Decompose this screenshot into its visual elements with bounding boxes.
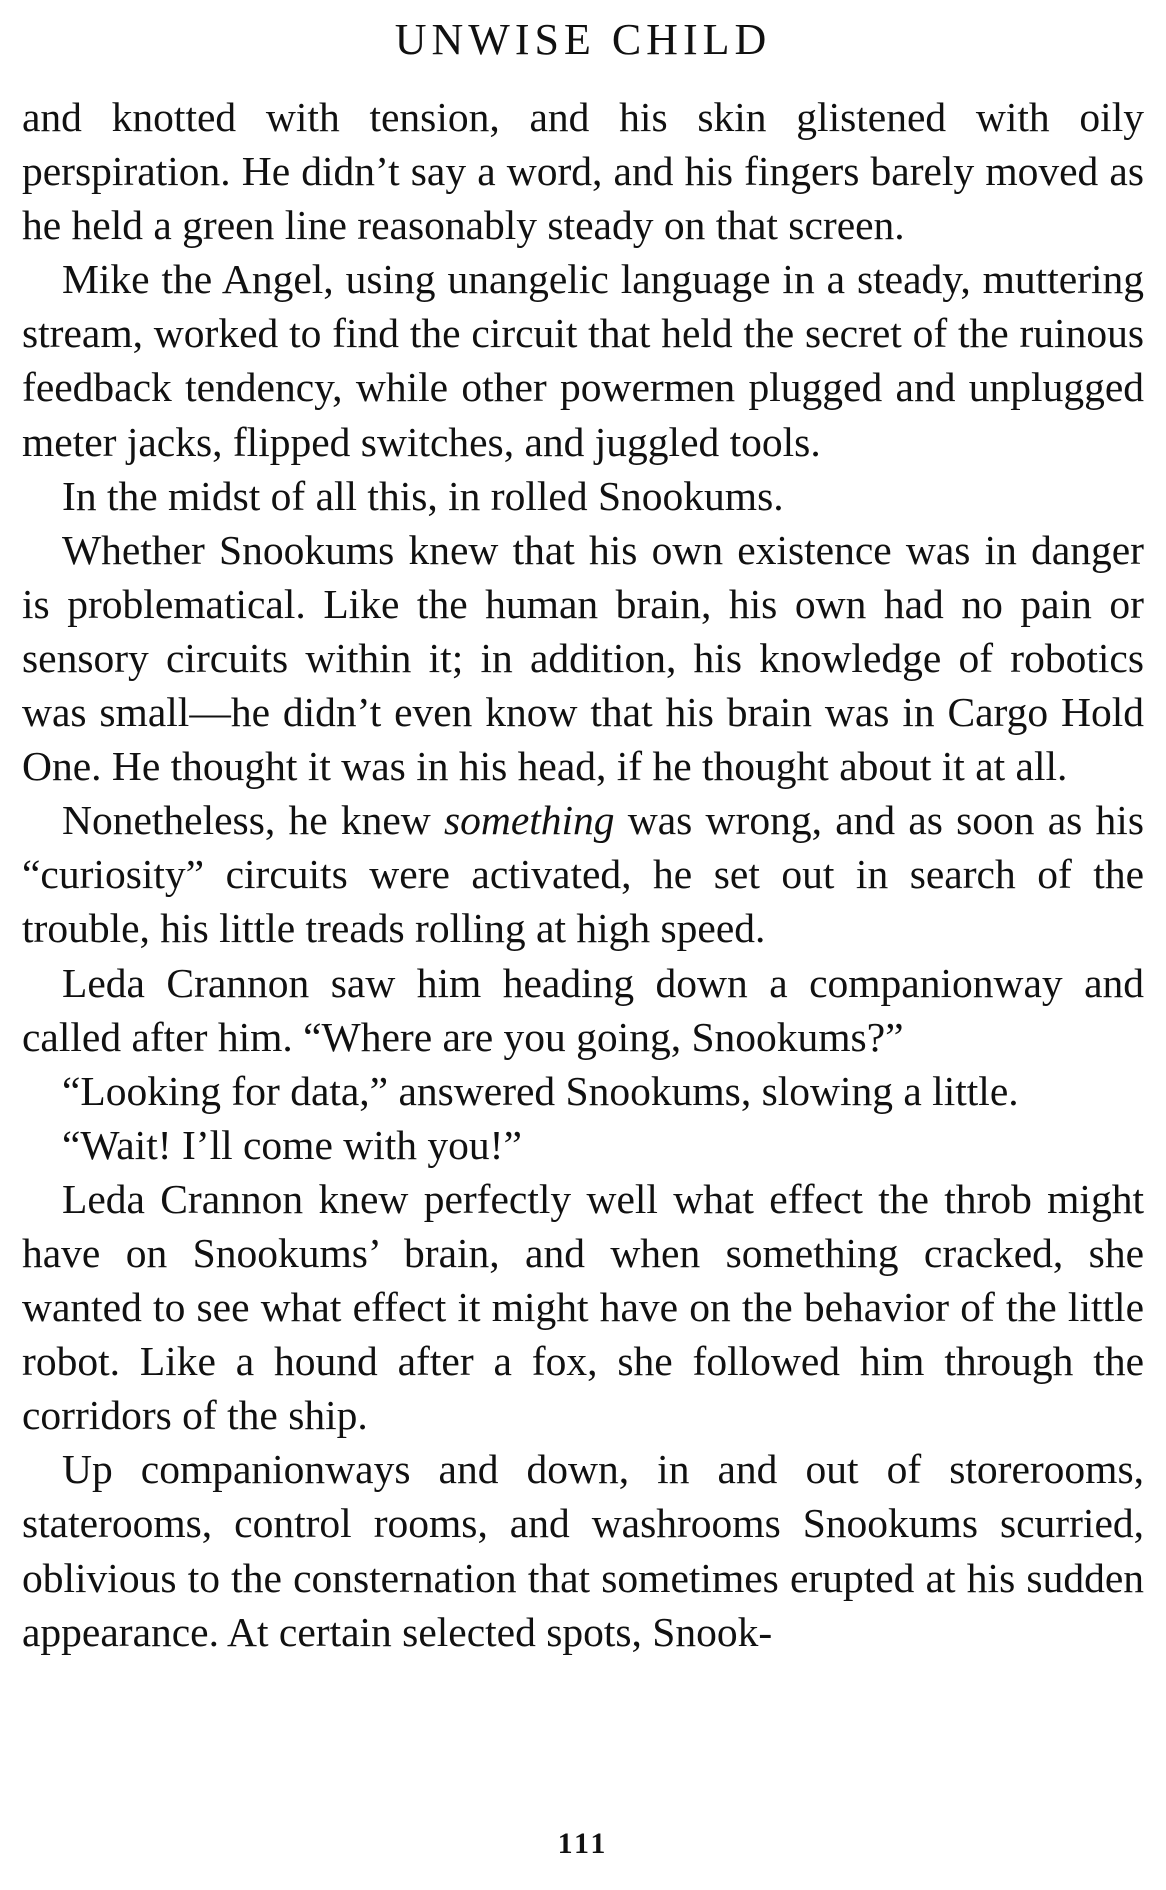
paragraph: and knotted with tension, and his skin glistened with oily perspiration. He didn’t say a word, and his fingers barely moved as he held a green line reasonably steady on that screen. [22, 94, 1144, 249]
paragraph-text: was wrong, and as soon as his “curiosity” circuits were activated, he set out in search of the trouble, his little treads rolling at high speed. [22, 797, 1144, 952]
paragraph: Whether Snookums knew that his own existence was in danger is problematical. Like the human brain, his own had no pain or sensory circuits within it; in addition, his knowledge of robotics was small—he didn’t even know that his brain was in Cargo Hold One. He thought it was in his head, if he thought about it at all. [22, 526, 1144, 790]
body-text [22, 90, 1144, 1659]
paragraph: Mike the Angel, using unangelic language in a steady, muttering stream, worked to find the circuit that held the secret of the ruinous feedback tendency, while other powermen plugged and unplugged meter jacks, flipped switches, and juggled tools. [22, 256, 1144, 465]
paragraph: “Wait! I’ll come with you!” [62, 1121, 522, 1168]
paragraph-text: Nonetheless, he knew [62, 797, 444, 844]
paragraph: Leda Crannon saw him heading down a companionway and called after him. “Where are you going, Snookums?” [22, 959, 1144, 1060]
page-number: 111 [557, 1827, 609, 1860]
paragraph: Leda Crannon knew perfectly well what effect the throb might have on Snookums’ brain, and when something cracked, she wanted to see what effect it might have on the behavior of the little robot. Like a hound after a fox, she followed him through the corridors of the ship. [22, 1175, 1144, 1439]
running-title: UNWISE CHILD [394, 15, 772, 64]
paragraph [22, 793, 1144, 955]
paragraph: “Looking for data,” answered Snookums, slowing a little. [62, 1067, 1019, 1114]
emphasized-word: something [443, 797, 615, 844]
paragraph: In the midst of all this, in rolled Snookums. [62, 472, 784, 519]
paragraph: Up companionways and down, in and out of storerooms, staterooms, control rooms, and washrooms Snookums scurried, oblivious to the consternation that sometimes erupted at his sudden appearance. At certain selected spots, Snook- [22, 1446, 1144, 1655]
